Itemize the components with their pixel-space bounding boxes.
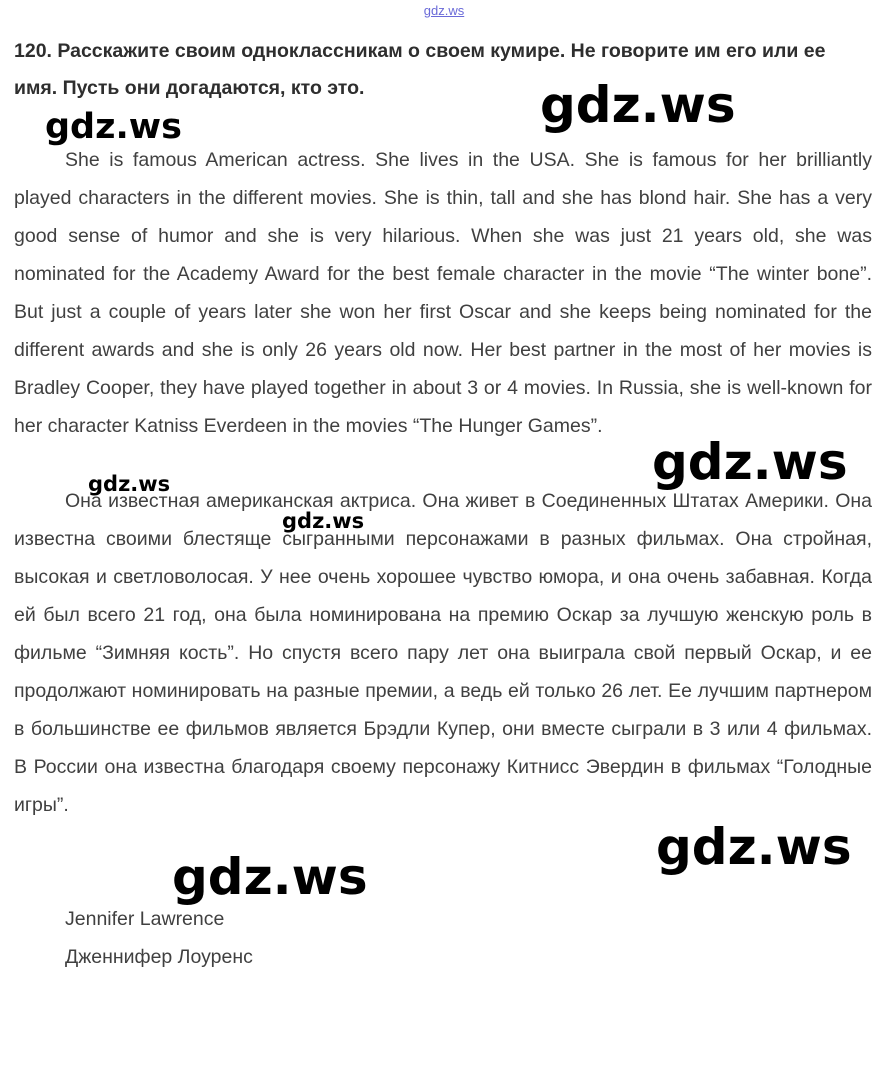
watermark: gdz.ws xyxy=(282,509,365,533)
watermark: gdz.ws xyxy=(540,76,736,134)
english-paragraph: She is famous American actress. She lives in the USA. She is famous for her brilliantly played characters in the different movies. She is thin, tall and she has blond hair. She has a very good sense of humor and she is very hilarious. When she was just 21 years old, she was nominated for the Academy Award for the best female character in the movie “The winter bone”. But just a couple of years later she won her first Oscar and she keeps being nominated for the different awards and she is only 26 years old now. Her best partner in the most of her movies is Bradley Cooper, they have played together in about 3 or 4 movies. In Russia, she is well-known for her character Katniss Everdeen in the movies “The Hunger Games”. xyxy=(14,149,872,437)
task-heading: 120. Расскажите своим одноклассникам о своем кумире. Не говорите им его или ее имя. Пусть они догадаются, кто это. xyxy=(14,40,826,99)
watermark: gdz.ws xyxy=(45,107,182,147)
watermark: gdz.ws xyxy=(88,472,171,496)
watermark: gdz.ws xyxy=(656,818,852,876)
answer-name-russian: Дженнифер Лоуренс xyxy=(65,946,253,968)
site-link[interactable]: gdz.ws xyxy=(423,3,465,18)
russian-paragraph: Она известная американская актриса. Она живет в Соединенных Штатах Америки. Она известна своими блестяще сыгранными персонажами в разных фильмах. Она стройная, высокая и светловолосая. У нее очень хорошее чувство юмора, и она очень забавная. Когда ей был всего 21 год, она была номинирована на премию Оскар за лучшую женскую роль в фильме “Зимняя кость”. Но спустя всего пару лет она выиграла свой первый Оскар, и ее продолжают номинировать на разные премии, а ведь ей только 26 лет. Ее лучшим партнером в большинстве ее фильмов является Брэдли Купер, они вместе сыграли в 3 или 4 фильмах. В России она известна благодаря своему персонажу Китнисс Эвердин в фильмах “Голодные игры”. xyxy=(14,490,872,816)
watermark: gdz.ws xyxy=(652,433,848,491)
answer-name-english: Jennifer Lawrence xyxy=(65,908,225,930)
watermark: gdz.ws xyxy=(172,848,368,906)
